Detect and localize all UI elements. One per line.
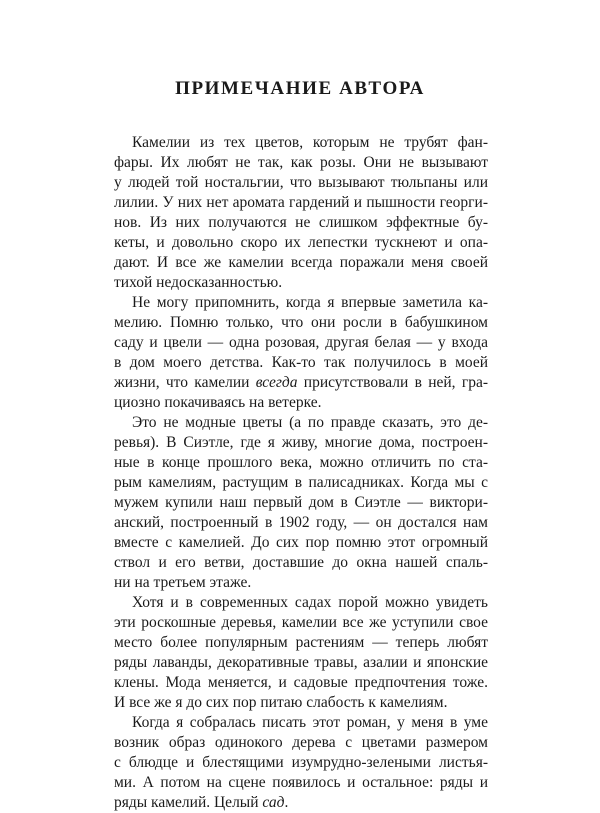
text-line — [114, 753, 488, 773]
text-line-segment: рым камелиям, растущим в палисадниках. Когда мы с — [114, 474, 488, 491]
text-line — [114, 733, 488, 753]
text-line-segment: Хотя и в современных садах порой можно увидеть — [132, 594, 488, 611]
text-line-segment: Камелии из тех цветов, которым не трубят фан- — [132, 134, 488, 151]
text-line-segment: фары. Их любят не так, как розы. Они не вызывают — [114, 154, 488, 171]
italic-emphasis: всегда — [255, 374, 298, 391]
text-line-segment: у людей той ностальгии, что вызывают тюльпаны или — [114, 174, 488, 191]
text-line — [114, 193, 488, 213]
text-line-segment: ряды камелий. Целый — [114, 794, 263, 811]
text-line-segment: тихой недосказанностью. — [114, 274, 283, 291]
text-line — [114, 313, 488, 333]
text-line-segment: эти роскошные деревья, камелии все же уступили свое — [114, 614, 488, 631]
text-line — [114, 173, 488, 193]
text-line-segment: кеты, и довольно скоро их лепестки тускнеют и опа- — [114, 234, 488, 251]
text-line — [114, 373, 488, 393]
text-line — [114, 353, 488, 373]
text-line — [114, 273, 488, 293]
text-line-segment: Не могу припомнить, когда я впервые заметила ка- — [132, 294, 488, 311]
text-line — [114, 793, 488, 813]
text-line — [114, 773, 488, 793]
text-line-segment: жизни, что камелии — [114, 374, 256, 391]
text-line — [114, 433, 488, 453]
text-line — [132, 593, 488, 613]
text-line — [132, 293, 488, 313]
text-line — [114, 573, 488, 593]
text-line — [114, 613, 488, 633]
text-line — [114, 453, 488, 473]
text-line-segment: ревья). В Сиэтле, где я живу, многие дома, построен- — [114, 434, 488, 451]
text-line-segment: нов. Из них получаются не слишком эффектные бу- — [114, 214, 488, 231]
text-line-segment: ряды лаванды, декоративные травы, азалии и японские — [114, 654, 488, 671]
text-line — [114, 233, 488, 253]
text-line — [114, 393, 488, 413]
text-line-segment: дают. И все же камелии всегда поражали меня своей — [114, 254, 488, 271]
text-line-segment: ми. А потом на сцене появилось и остальное: ряды и — [114, 774, 488, 791]
text-line — [114, 333, 488, 353]
text-line — [114, 513, 488, 533]
text-line-segment: мелию. Помню только, что они росли в бабушкином — [114, 314, 488, 331]
text-line — [132, 413, 488, 433]
text-line-segment: циозно покачиваясь на ветерке. — [114, 394, 322, 411]
text-line-segment: Это не модные цветы (а по правде сказать, это де- — [132, 414, 488, 431]
text-line — [114, 493, 488, 513]
text-line — [114, 653, 488, 673]
text-line — [114, 253, 488, 273]
text-line-segment: . — [284, 794, 289, 811]
text-line-segment: с блюдце и блестящими изумрудно-зелеными листья- — [114, 754, 488, 771]
text-line — [114, 673, 488, 693]
page-title: ПРИМЕЧАНИЕ АВТОРА — [175, 78, 425, 99]
text-line-segment: ни на третьем этаже. — [114, 574, 252, 591]
text-line-segment: анский, построенный в 1902 году, — он достался нам — [114, 514, 488, 531]
text-line-segment: И все же я до сих пор питаю слабость к камелиям. — [114, 694, 448, 711]
italic-emphasis: сад — [262, 794, 285, 811]
text-line — [132, 713, 488, 733]
text-line-segment: возник образ одинокого дерева с цветами размером — [114, 734, 488, 751]
text-line-segment: в дом моего детства. Как-то так получилось в моей — [114, 354, 488, 371]
text-line-segment: саду и цвели — одна розовая, другая белая — у входа — [114, 334, 488, 351]
text-line-segment: лилии. У них нет аромата гардений и пышности георги- — [114, 194, 488, 211]
text-line-segment: место более популярным растениям — теперь любят — [114, 634, 488, 651]
text-line-segment: присутствовали в ней, гра- — [297, 374, 488, 391]
text-line-segment: ные в конце прошлого века, можно отличить по ста- — [114, 454, 488, 471]
text-line — [114, 473, 488, 493]
text-line — [114, 533, 488, 553]
text-line-segment: мужем купили наш первый дом в Сиэтле — виктори- — [114, 494, 488, 511]
text-line-segment: ствол и его ветви, доставшие до окна нашей спаль- — [114, 554, 488, 571]
text-line — [132, 133, 488, 153]
text-line — [114, 633, 488, 653]
text-line — [114, 693, 488, 713]
text-line-segment: вместе с камелией. До сих пор помню этот огромный — [114, 534, 488, 551]
text-line — [114, 213, 488, 233]
text-line-segment: Когда я собралась писать этот роман, у меня в уме — [132, 714, 488, 731]
text-line — [114, 553, 488, 573]
text-line — [114, 153, 488, 173]
text-line-segment: клены. Мода меняется, и садовые предпочтения тоже. — [114, 674, 488, 691]
